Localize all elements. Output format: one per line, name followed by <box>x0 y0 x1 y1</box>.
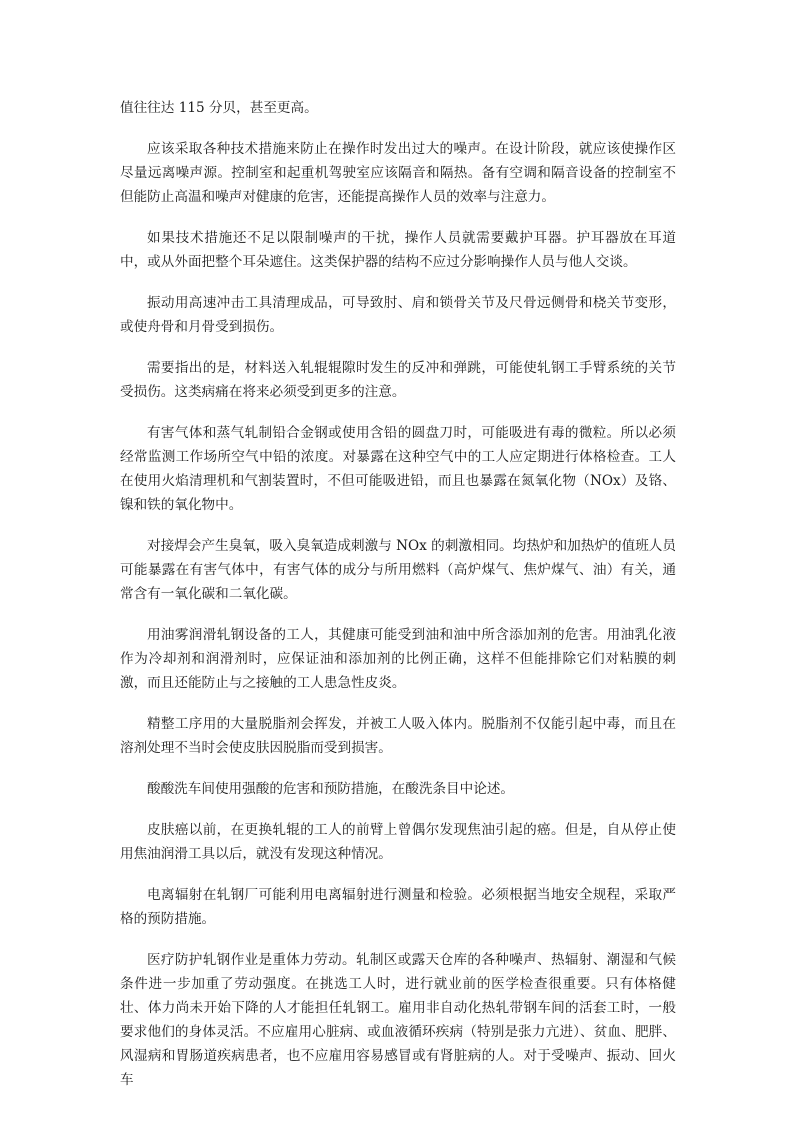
paragraph-ionizing-radiation: 电离辐射在轧钢厂可能利用电离辐射进行测量和检验。必须根据当地安全规程，采取严格的预防措施。 <box>120 887 676 927</box>
paragraph-pickling-acid: 酸酸洗车间使用强酸的危害和预防措施，在酸洗条目中论述。 <box>147 781 515 797</box>
paragraph-oil-mist: 用油雾润滑轧钢设备的工人，其健康可能受到油和油中所含添加剂的危害。用油乳化液作为冷却剂和润滑剂时，应保证油和添加剂的比例正确，这样不但能排除它们对粘膜的刺激，而且还能防止与之接触的工人患急性皮炎。 <box>120 627 676 691</box>
paragraph-ear-protectors: 如果技术措施还不足以限制噪声的干扰，操作人员就需要戴护耳器。护耳器放在耳道中，或从外面把整个耳朵遮住。这类保护器的结构不应过分影响操作人员与他人交谈。 <box>120 230 676 270</box>
paragraph-harmful-gases: 有害气体和蒸气轧制铅合金钢或使用含铅的圆盘刀时，可能吸进有毒的微粒。所以必须经常监测工作场所空气中铅的浓度。对暴露在这种空气中的工人应定期进行体格检查。工人在使用火焰清理机和气割装置时，不但可能吸进铅，而且也暴露在氮氧化物（NOx）及铬、镍和铁的氧化物中。 <box>120 425 676 513</box>
paragraph-recoil-injury: 需要指出的是，材料送入轧辊辊隙时发生的反冲和弹跳，可能使轧钢工手臂系统的关节受损伤。这类病痛在将来必须受到更多的注意。 <box>120 360 676 400</box>
paragraph-degreasers: 精整工序用的大量脱脂剂会挥发，并被工人吸入体内。脱脂剂不仅能引起中毒，而且在溶剂处理不当时会使皮肤因脱脂而受到损害。 <box>120 716 676 756</box>
paragraph-butt-welding-ozone: 对接焊会产生臭氧，吸入臭氧造成刺激与 NOx 的刺激相同。均热炉和加热炉的值班人员可能暴露在有害气体中，有害气体的成分与所用燃料（高炉煤气、焦炉煤气、油）有关，通常含有一氧化碳和二氧化碳。 <box>120 538 676 602</box>
document-page <box>120 96 676 1109</box>
paragraph-skin-cancer: 皮肤癌以前，在更换轧辊的工人的前臂上曾偶尔发现焦油引起的癌。但是，自从停止使用焦油润滑工具以后，就没有发现这种情况。 <box>120 822 676 862</box>
paragraph-medical-protection: 医疗防护轧钢作业是重体力劳动。轧制区或露天仓库的各种噪声、热辐射、潮湿和气候条件进一步加重了劳动强度。在挑选工人时，进行就业前的医学检查很重要。只有体格健壮、体力尚未开始下降的人才能担任轧钢工。雇用非自动化热轧带钢车间的活套工时，一般要求他们的身体灵活。不应雇用心脏病、或血液循环疾病（特别是张力亢进）、贫血、肥胖、风湿病和胃肠道疾病患者，也不应雇用容易感冒或有肾脏病的人。对于受噪声、振动、回火车 <box>120 952 676 1088</box>
paragraph-noise-level-continued: 值往往达 115 分贝，甚至更高。 <box>120 100 318 116</box>
paragraph-vibration: 振动用高速冲击工具清理成品，可导致肘、肩和锁骨关节及尺骨远侧骨和桡关节变形，或使舟骨和月骨受到损伤。 <box>120 295 676 335</box>
paragraph-noise-technical-measures: 应该采取各种技术措施来防止在操作时发出过大的噪声。在设计阶段，就应该使操作区尽量远离噪声源。控制室和起重机驾驶室应该隔音和隔热。备有空调和隔音设备的控制室不但能防止高温和噪声对健康的危害，还能提高操作人员的效率与注意力。 <box>120 141 676 205</box>
